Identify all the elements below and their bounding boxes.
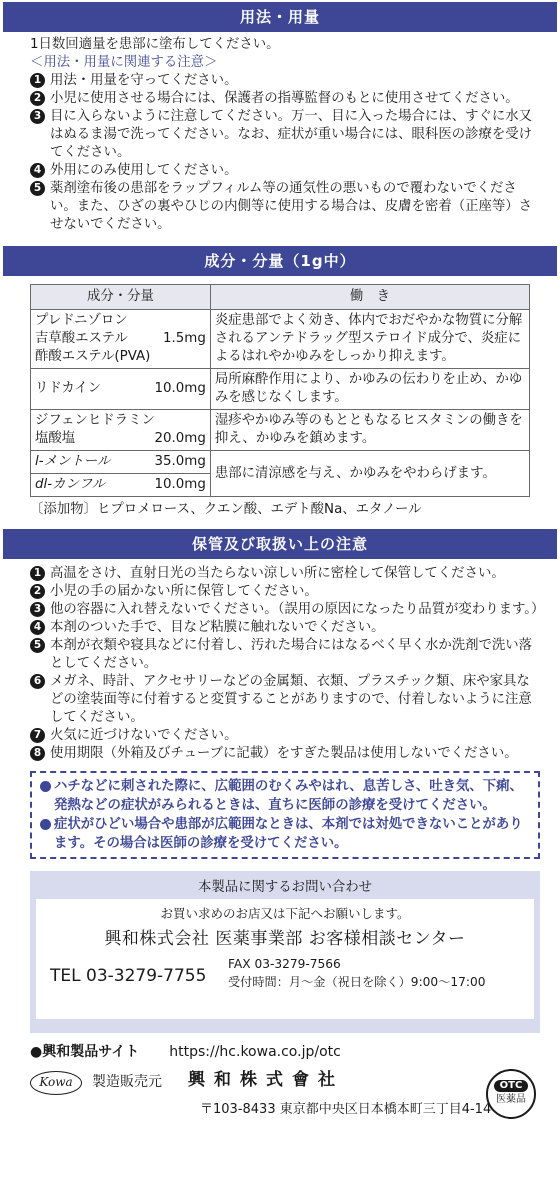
number-badge: 2 xyxy=(30,584,45,599)
table-row xyxy=(31,369,530,410)
number-badge: 5 xyxy=(30,181,45,196)
usage-item: 1 用法・用量を守ってください。 xyxy=(30,72,540,90)
ingredient-cell: リドカイン 10.0mg xyxy=(31,369,211,410)
usage-item: 2 小児に使用させる場合には、保護者の指導監督のもとに使用させてください。 xyxy=(30,90,540,108)
storage-item: 8 使用期限（外箱及びチューブに記載）をすぎた製品は使用しないでください。 xyxy=(30,745,540,763)
number-badge: 1 xyxy=(30,566,45,581)
amount: 35.0mg xyxy=(154,454,206,469)
ingredients-header: 成分・分量（1g中） xyxy=(3,246,557,276)
storage-item: 6 メガネ、時計、アクセサリーなどの金属類、衣類、プラスチック類、床や家具などの塗装面等に付着すると変質することがありますので、付着しないように注意してください。 xyxy=(30,673,540,727)
maker-name: 興和株式會社 xyxy=(188,1070,344,1090)
contact-inner xyxy=(36,899,534,1019)
number-badge: 3 xyxy=(30,109,45,124)
storage-item: 4 本剤のついた手で、目など粘膜に触れないでください。 xyxy=(30,619,540,637)
office-hours: 受付時間：月～金（祝日を除く）9:00～17:00 xyxy=(228,975,486,989)
ingredient-cell: dl-カンフル 10.0mg xyxy=(31,474,211,497)
usage-header: 用法・用量 xyxy=(3,2,557,32)
warning-item: ハチなどに刺された際に、広範囲のむくみやはれ、息苦しさ、吐き気、下痢、発熱などの症状がみられるときは、直ちに医師の診療を受けてください。 xyxy=(40,777,530,815)
storage-item: 5 本剤が衣類や寝具などに付着し、汚れた場合にはなるべく早く水か洗剤で洗い落としてください。 xyxy=(30,637,540,673)
number-badge: 1 xyxy=(30,73,45,88)
product-site xyxy=(30,1043,560,1061)
contact-company: 興和株式会社 医薬事業部 お客様相談センター xyxy=(104,929,466,949)
table-header-row xyxy=(31,285,530,310)
otc-badge-icon: OTC 医薬品 xyxy=(486,1069,536,1119)
usage-note-title: ＜用法・用量に関連する注意＞ xyxy=(30,55,218,70)
maker-label: 製造販売元 xyxy=(92,1074,162,1090)
number-badge: 3 xyxy=(30,602,45,617)
storage-item: 3 他の容器に入れ替えないでください。（誤用の原因になったり品質が変わります。） xyxy=(30,601,540,619)
usage-item: 3 目に入らないように注意してください。万一、目に入った場合には、すぐに水又はぬるま湯で洗ってください。なお、症状が重い場合には、眼科医の診療を受けてください。 xyxy=(30,108,540,162)
table-row xyxy=(31,451,530,474)
col-ingredient-header: 成分・分量 xyxy=(31,285,211,310)
number-badge: 6 xyxy=(30,674,45,689)
usage-item: 4 外用にのみ使用してください。 xyxy=(30,162,540,180)
warning-box xyxy=(30,771,540,859)
col-effect-header: 働 き xyxy=(210,285,529,310)
storage-section xyxy=(0,565,560,763)
maker-address: 〒103-8433 東京都中央区日本橋本町三丁目4-14 xyxy=(200,1102,492,1117)
package-insert xyxy=(0,2,560,1202)
number-badge: 5 xyxy=(30,638,45,653)
usage-item: 5 薬剤塗布後の患部をラップフィルム等の通気性の悪いもので覆わないでください。また、ひざの裏やひじの内側等に使用する場合は、皮膚を密着（正座等）させないでください。 xyxy=(30,180,540,234)
additives: 〔添加物〕ヒプロメロース、クエン酸、エデト酸Na、エタノール xyxy=(30,502,422,517)
storage-item: 1 高温をさけ、直射日光の当たらない涼しい所に密栓して保管してください。 xyxy=(30,565,540,583)
number-badge: 7 xyxy=(30,728,45,743)
storage-item: 2 小児の手の届かない所に保管してください。 xyxy=(30,583,540,601)
storage-header: 保管及び取扱い上の注意 xyxy=(3,529,557,559)
number-badge: 2 xyxy=(30,91,45,106)
table-row xyxy=(31,310,530,369)
effect-cell: 湿疹やかゆみ等のもとともなるヒスタミンの働きを抑え、かゆみを鎮めます。 xyxy=(210,410,529,451)
tel-number[interactable]: TEL 03-3279-7755 xyxy=(50,966,207,986)
bullet-icon xyxy=(40,781,51,792)
effect-cell: 患部に清涼感を与え、かゆみをやわらげます。 xyxy=(210,451,529,497)
site-url-link[interactable]: https://hc.kowa.co.jp/otc xyxy=(169,1044,341,1060)
ingredient-cell: プレドニゾロン 吉草酸エステル 1.5mg 酢酸エステル(PVA) xyxy=(31,310,211,369)
warning-item: 症状がひどい場合や患部が広範囲なときは、本剤では対処できないことがあります。その場合は医師の診療を受けてください。 xyxy=(40,815,530,853)
amount: 1.5mg xyxy=(163,331,206,346)
number-badge: 4 xyxy=(30,163,45,178)
table-row xyxy=(31,410,530,451)
effect-cell: 炎症患部でよく効き、体内でおだやかな物質に分解されるアンテドラッグ型ステロイド成分で、炎症によるはれやかゆみをしっかり抑えます。 xyxy=(210,310,529,369)
effect-cell: 局所麻酔作用により、かゆみの伝わりを止め、かゆみを感じなくします。 xyxy=(210,369,529,410)
number-badge: 4 xyxy=(30,620,45,635)
contact-box xyxy=(30,871,540,1033)
ingredients-table xyxy=(30,284,530,497)
kowa-logo: Kowa xyxy=(30,1071,82,1095)
usage-intro: 1日数回適量を患部に塗布してください。 xyxy=(30,37,280,52)
contact-title: 本製品に関するお問い合わせ xyxy=(197,880,373,895)
fax-hours xyxy=(228,955,486,991)
bullet-icon xyxy=(40,819,51,830)
amount: 10.0mg xyxy=(154,381,206,396)
fax-number: FAX 03-3279-7566 xyxy=(228,957,341,971)
ingredient-cell: l-メントール 35.0mg xyxy=(31,451,211,474)
amount: 20.0mg xyxy=(154,431,206,446)
ingredient-cell: ジフェンヒドラミン 塩酸塩 20.0mg xyxy=(31,410,211,451)
contact-line1: お買い求めのお店又は下記へお願いします。 xyxy=(160,906,410,921)
amount: 10.0mg xyxy=(154,477,206,492)
number-badge: 8 xyxy=(30,746,45,761)
storage-item: 7 火気に近づけないでください。 xyxy=(30,727,540,745)
usage-section xyxy=(0,36,560,234)
site-label: ●興和製品サイト xyxy=(30,1044,140,1060)
maker-footer xyxy=(30,1069,560,1129)
contact-phone-row xyxy=(46,953,524,1003)
